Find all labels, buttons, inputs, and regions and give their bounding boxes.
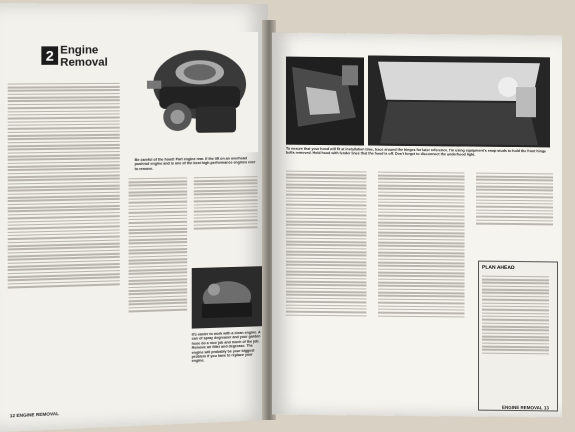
right-column-2 bbox=[378, 170, 468, 403]
engine-photo bbox=[137, 32, 258, 154]
left-page-footer: 12 ENGINE REMOVAL bbox=[9, 411, 60, 419]
left-column-1 bbox=[8, 81, 125, 409]
engine-photo-caption: Be careful of the hood! Part engine rear. If the lift on an overhead pushrod engine and is one of the best high-performance engines ever to remove. bbox=[134, 156, 256, 171]
left-column-2 bbox=[129, 175, 190, 408]
right-page-footer: ENGINE REMOVAL 13 bbox=[502, 404, 549, 411]
chapter-title: Engine Removal bbox=[60, 44, 108, 69]
right-column-3 bbox=[476, 171, 556, 258]
chapter-number: 2 bbox=[41, 46, 58, 65]
engine-bay-caption: It's easier to work with a clean engine. A can of spray degreaser and your garden hose do a nice job and much of the job. Remove air filter and degrease. The engine will probably be your biggest problem if you have to replace your engine. bbox=[191, 330, 261, 364]
hood-removal-photo bbox=[368, 55, 550, 147]
right-column-1 bbox=[286, 169, 370, 402]
left-page bbox=[0, 3, 268, 432]
engine-bay-photo bbox=[192, 266, 262, 328]
hood-hinge-photo bbox=[286, 57, 364, 146]
plan-ahead-box bbox=[478, 261, 558, 412]
left-column-3 bbox=[194, 174, 260, 266]
right-page bbox=[272, 32, 562, 417]
plan-ahead-text bbox=[482, 274, 552, 405]
plan-ahead-title: PLAN AHEAD bbox=[482, 264, 515, 272]
hood-photo-caption: To ensure that your hood will fit at installation time, trace around the hinges for later reference. I'm using equipment's snap-studs to hold the front hinge bolts removed. Hold hood with fender lines that the hood is off. Don't forget to disconnect the underhood light. bbox=[286, 146, 547, 158]
